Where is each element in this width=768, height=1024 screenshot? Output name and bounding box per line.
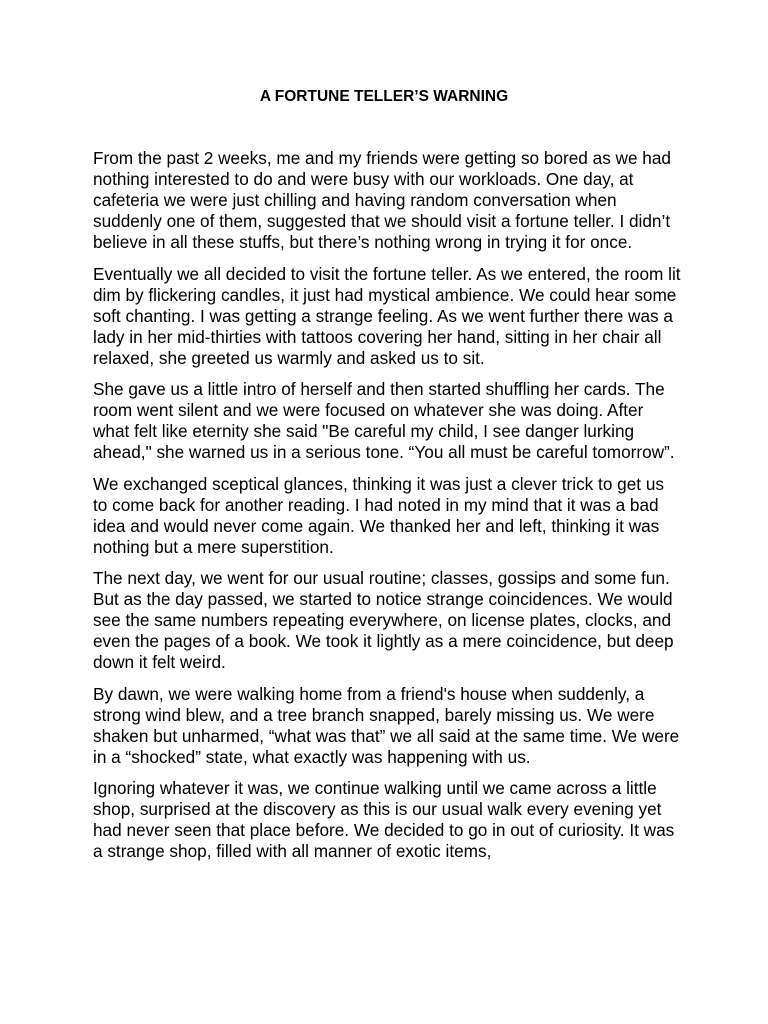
paragraph: Eventually we all decided to visit the fortune teller. As we entered, the room lit dim by flickering candles, it just had mystical ambience. We could hear some soft chanting. I was getting a strange feeling. As we went further there was a lady in her mid-thirties with tattoos covering her hand, sitting in her chair all relaxed, she greeted us warmly and asked us to sit.	[93, 263, 681, 368]
paragraph: We exchanged sceptical glances, thinking it was just a clever trick to get us to come back for another reading. I had noted in my mind that it was a bad idea and would never come again. We thanked her and left, thinking it was nothing but a mere superstition.	[93, 473, 664, 557]
paragraph: The next day, we went for our usual routine; classes, gossips and some fun. But as the day passed, we started to notice strange coincidences. We would see the same numbers repeating everywhere, on license plates, clocks, and even the pages of a book. We took it lightly as a mere coincidence, but deep down it felt weird.	[93, 568, 674, 672]
paragraph: She gave us a little intro of herself and then started shuffling her cards. The room went silent and we were focused on whatever she was doing. After what felt like eternity she said "Be careful my child, I see danger lurking ahead," she warned us in a serious tone. “You all must be careful tomorrow”.	[93, 379, 675, 462]
document-body	[93, 148, 683, 873]
paragraph: By dawn, we were walking home from a friend's house when suddenly, a strong wind blew, and a tree branch snapped, barely missing us. We were shaken but unharmed, “what was that” we all said at the same time. We were in a “shocked” state, what exactly was happening with us.	[93, 683, 680, 767]
paragraph: Ignoring whatever it was, we continue walking until we came across a little shop, surprised at the discovery as this is our usual walk every evening yet had never seen that place before. We decided to go in out of curiosity. It was a strange shop, filled with all manner of exotic items,	[93, 778, 675, 861]
document-title: A FORTUNE TELLER’S WARNING	[259, 88, 509, 105]
paragraph: From the past 2 weeks, me and my friends were getting so bored as we had nothing interested to do and were busy with our workloads. One day, at cafeteria we were just chilling and having random conversation when suddenly one of them, suggested that we should visit a fortune teller. I didn’t believe in all these stuffs, but there’s nothing wrong in trying it for once.	[93, 148, 671, 252]
